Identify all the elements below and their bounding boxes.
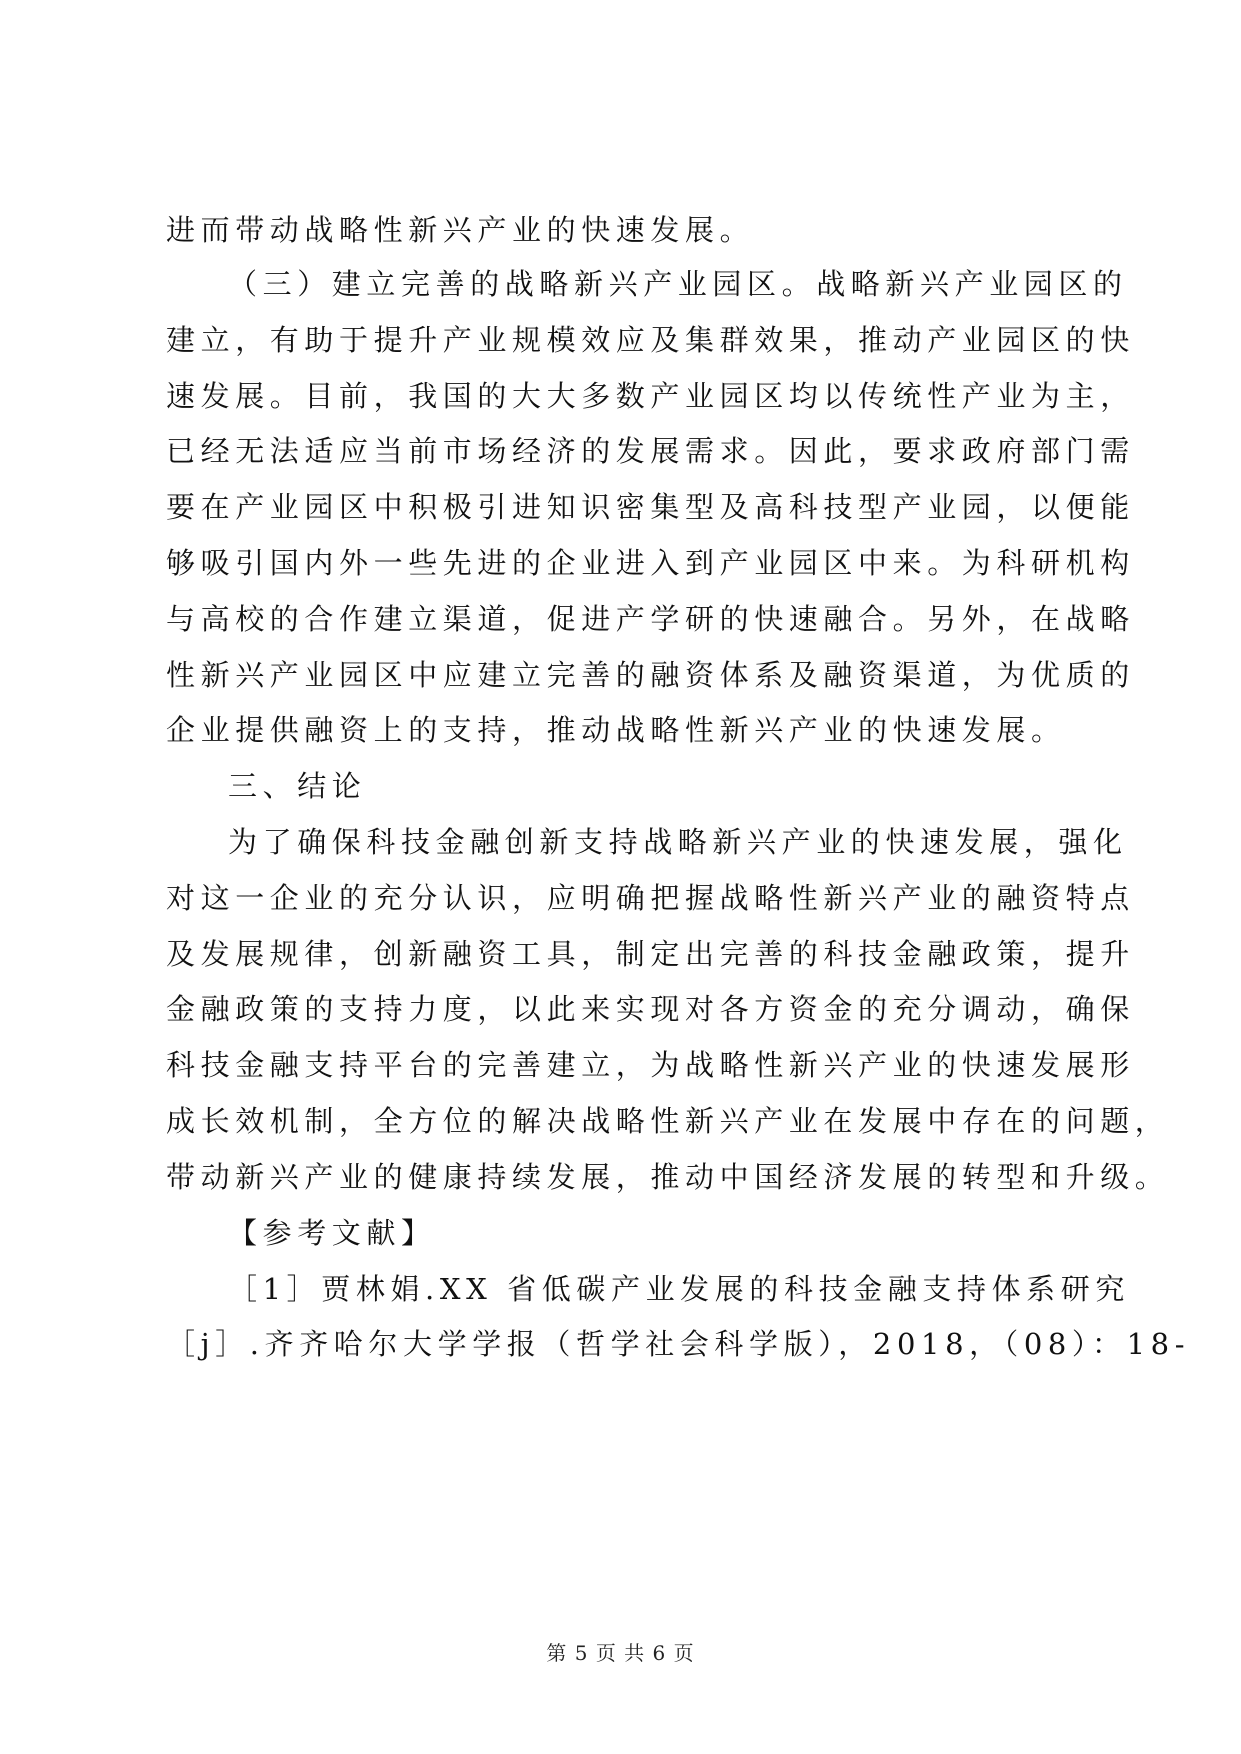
paragraph-line: 够吸引国内外一些先进的企业进入到产业园区中来。为科研机构 <box>166 546 1135 580</box>
paragraph-line: 金融政策的支持力度，以此来实现对各方资金的充分调动，确保 <box>166 992 1135 1026</box>
paragraph-line: 对这一企业的充分认识，应明确把握战略性新兴产业的融资特点 <box>166 881 1135 915</box>
paragraph-line: 已经无法适应当前市场经济的发展需求。因此，要求政府部门需 <box>166 434 1135 468</box>
paragraph-line: 带动新兴产业的健康持续发展，推动中国经济发展的转型和升级。 <box>166 1160 1170 1194</box>
paragraph-line: 要在产业园区中积极引进知识密集型及高科技型产业园，以便能 <box>166 490 1135 524</box>
reference-entry-line: ［j］.齐齐哈尔大学学报（哲学社会科学版），2018，（08）：18- <box>166 1327 1191 1361</box>
references-heading: 【参考文献】 <box>228 1216 436 1250</box>
paragraph-line: 性新兴产业园区中应建立完善的融资体系及融资渠道，为优质的 <box>166 658 1135 692</box>
page-footer: 第 5 页 共 6 页 <box>546 1641 695 1665</box>
paragraph-line: 建立，有助于提升产业规模效应及集群效果，推动产业园区的快 <box>166 323 1135 357</box>
paragraph-line: 为了确保科技金融创新支持战略新兴产业的快速发展，强化 <box>228 825 1128 859</box>
paragraph-line: 进而带动战略性新兴产业的快速发展。 <box>166 213 755 247</box>
reference-entry-line: ［1］贾林娟.XX 省低碳产业发展的科技金融支持体系研究 <box>228 1272 1130 1306</box>
paragraph-line: 成长效机制，全方位的解决战略性新兴产业在发展中存在的问题， <box>166 1104 1170 1138</box>
section-heading-line: （三）建立完善的战略新兴产业园区。战略新兴产业园区的 <box>228 267 1128 301</box>
paragraph-line: 科技金融支持平台的完善建立，为战略性新兴产业的快速发展形 <box>166 1048 1135 1082</box>
conclusion-heading: 三、结论 <box>228 769 367 803</box>
paragraph-line: 速发展。目前，我国的大大多数产业园区均以传统性产业为主， <box>166 379 1135 413</box>
paragraph-line: 及发展规律，创新融资工具，制定出完善的科技金融政策，提升 <box>166 937 1135 971</box>
paragraph-line: 企业提供融资上的支持，推动战略性新兴产业的快速发展。 <box>166 713 1066 747</box>
paragraph-line: 与高校的合作建立渠道，促进产学研的快速融合。另外，在战略 <box>166 602 1135 636</box>
